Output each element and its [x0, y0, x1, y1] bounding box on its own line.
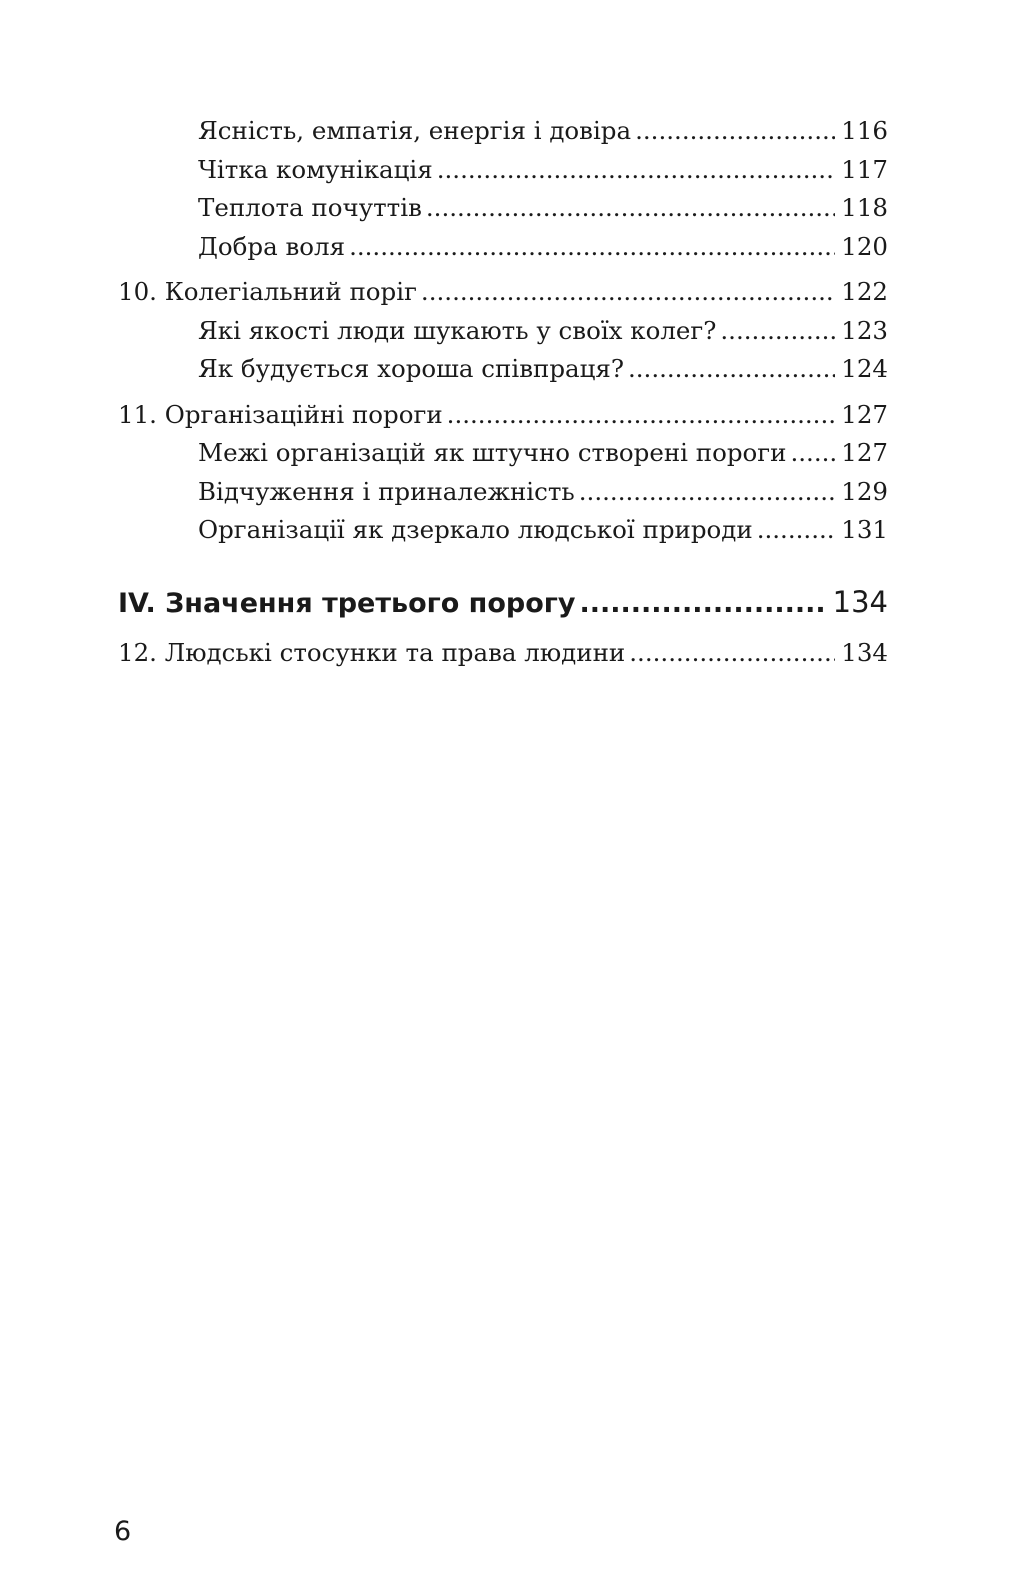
dot-leader: [437, 151, 836, 190]
toc-entry-page: 118: [841, 193, 888, 222]
toc-entry-page: 131: [841, 515, 888, 544]
toc-entry-page: 123: [841, 315, 888, 345]
dot-leader: [628, 350, 835, 389]
toc-chapter-page: 127: [841, 399, 888, 429]
toc-entry: [118, 511, 888, 550]
dot-leader: [349, 228, 835, 267]
toc-entry: [118, 228, 888, 267]
toc-entry-title: Теплота почуттів: [198, 193, 422, 222]
toc-entry-title: Організації як дзеркало людської природи: [198, 515, 753, 544]
toc-entry: [118, 350, 888, 389]
toc-entry: [118, 189, 888, 228]
toc-entry-title: Як будується хороша співпраця?: [198, 354, 624, 383]
spacer: [118, 626, 888, 634]
dot-leader: [720, 312, 835, 351]
dot-leader: [629, 634, 835, 673]
toc-chapter-page: 134: [841, 637, 888, 667]
table-of-contents: [118, 112, 888, 672]
toc-entry-title: Які якості люди шукають у своїх колег?: [198, 315, 717, 345]
spacer: [118, 266, 888, 273]
toc-chapter-title: 12. Людські стосунки та права людини: [118, 637, 626, 667]
dot-leader: [757, 511, 836, 550]
toc-part-entry: [118, 580, 888, 626]
toc-entry: [118, 473, 888, 512]
dot-leader: [426, 189, 835, 228]
toc-chapter-title: 11. Організаційні пороги: [118, 399, 443, 429]
spacer: [118, 389, 888, 396]
toc-chapter-entry: [118, 634, 888, 673]
dot-leader: [635, 112, 835, 151]
toc-entry: [118, 434, 888, 473]
dot-leader: [790, 434, 835, 473]
dot-leader: [579, 582, 826, 626]
toc-entry: [118, 112, 888, 151]
toc-part-title: IV. Значення третього порогу: [118, 587, 576, 619]
toc-entry-page: 127: [841, 438, 888, 467]
toc-entry-page: 120: [841, 231, 888, 261]
toc-chapter-entry: [118, 396, 888, 435]
spacer: [118, 550, 888, 580]
toc-entry: [118, 312, 888, 351]
toc-part-page: 134: [832, 584, 888, 619]
toc-chapter-page: 122: [841, 277, 888, 306]
page-number: 6: [114, 1516, 132, 1547]
toc-entry-page: 116: [841, 116, 888, 145]
toc-entry-title: Ясність, емпатія, енергія і довіра: [198, 116, 632, 145]
toc-chapter-entry: [118, 273, 888, 312]
toc-entry-title: Добра воля: [198, 231, 346, 261]
toc-entry: [118, 151, 888, 190]
toc-entry-page: 124: [841, 354, 888, 383]
dot-leader: [421, 273, 835, 312]
toc-entry-title: Межі організацій як штучно створені пороги: [198, 438, 787, 467]
dot-leader: [447, 396, 836, 435]
toc-entry-title: Відчуження і приналежність: [198, 476, 575, 506]
toc-entry-page: 129: [841, 476, 888, 506]
toc-entry-page: 117: [841, 154, 888, 184]
toc-chapter-title: 10. Колегіальний поріг: [118, 277, 417, 306]
dot-leader: [579, 473, 835, 512]
toc-entry-title: Чітка комунікація: [198, 154, 433, 184]
